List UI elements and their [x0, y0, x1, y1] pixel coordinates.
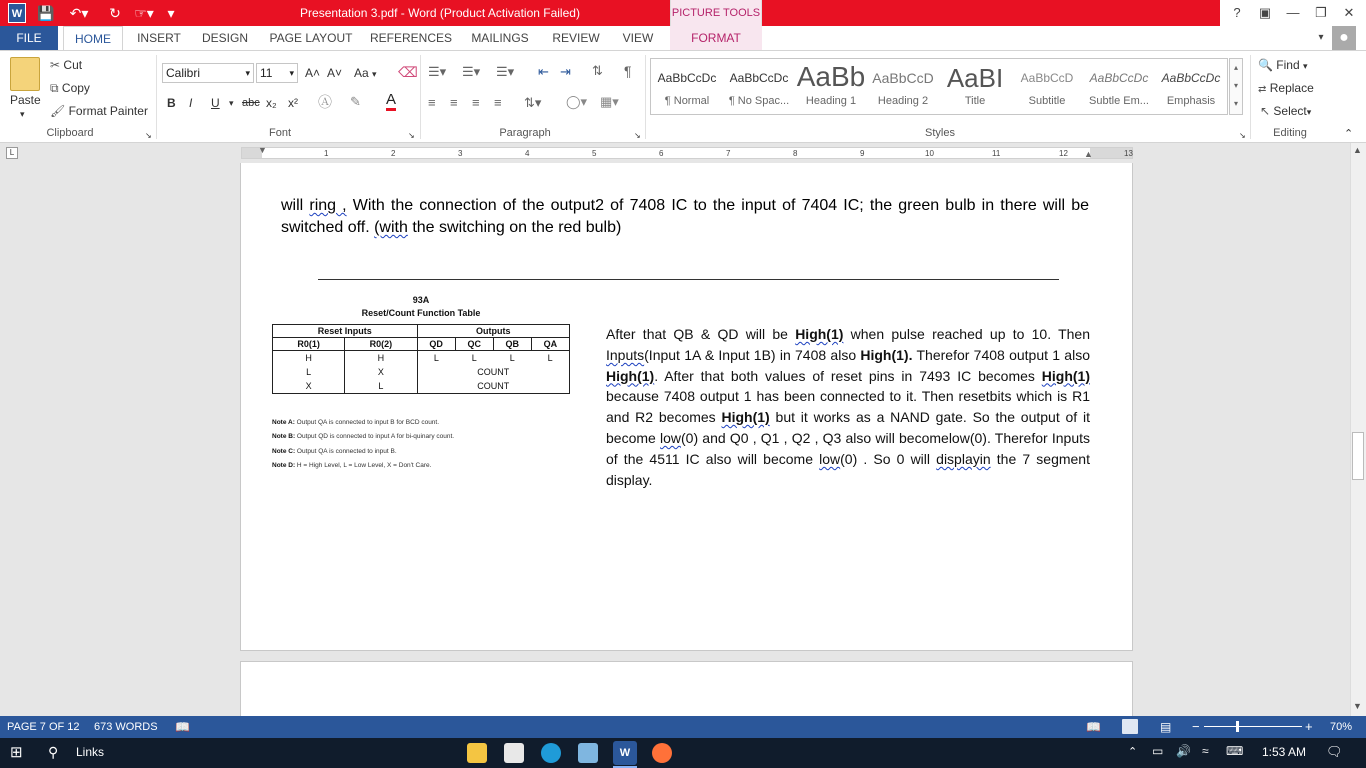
- grow-font-button[interactable]: A˄: [305, 66, 321, 80]
- format-painter-label: Format Painter: [68, 104, 148, 118]
- bullets-icon[interactable]: ☰▾: [428, 64, 447, 79]
- replace-icon: ⇄: [1258, 84, 1267, 95]
- col-header: QD: [417, 338, 455, 351]
- copy-button[interactable]: [50, 79, 90, 97]
- chevron-down-icon: ▾: [1306, 107, 1312, 117]
- table-cell: X: [273, 379, 345, 394]
- strikethrough-button[interactable]: abc: [242, 97, 260, 109]
- style-name: Title: [964, 95, 986, 107]
- zoom-level[interactable]: 70%: [1330, 721, 1353, 733]
- windows-start-icon[interactable]: ⊞: [10, 744, 23, 761]
- style-sample: AaBbCcDc: [1161, 71, 1221, 85]
- restore-button[interactable]: ❐: [1315, 5, 1327, 20]
- ribbon-home: [0, 50, 1366, 143]
- select-label: Select: [1273, 104, 1307, 118]
- line-spacing-icon[interactable]: ⇅▾: [524, 95, 542, 110]
- note-text: Output QA is connected to input B for BCD count.: [294, 419, 440, 426]
- underline-button[interactable]: U: [211, 96, 220, 110]
- text-run: After that QB & QD will be: [606, 326, 796, 342]
- style-name: Subtle Em...: [1089, 95, 1149, 107]
- taskbar-search-label[interactable]: Links: [76, 745, 105, 759]
- style-subtitle[interactable]: [1011, 59, 1083, 114]
- function-table: [272, 324, 570, 394]
- window-title: Presentation 3.pdf - Word (Product Activation Failed): [300, 6, 580, 20]
- cut-button[interactable]: [50, 56, 82, 74]
- notification-icon[interactable]: 🗨: [1326, 744, 1343, 759]
- superscript-button[interactable]: x²: [288, 96, 298, 110]
- text-effects-icon[interactable]: Ⓐ: [318, 94, 332, 110]
- table-cell: L: [531, 351, 569, 366]
- ruler-number: 8: [793, 149, 798, 158]
- spelling-error[interactable]: low: [660, 429, 682, 446]
- tab-references[interactable]: REFERENCES: [369, 31, 452, 45]
- table-note: [272, 448, 397, 455]
- note-key: Note D:: [272, 462, 296, 469]
- horizontal-ruler[interactable]: [241, 147, 1133, 159]
- style-name: Heading 2: [877, 95, 929, 107]
- header-reset-inputs: Reset Inputs: [273, 325, 418, 338]
- decrease-indent-icon[interactable]: ⇤: [538, 64, 549, 79]
- text-run: . After that both values of reset pins in 7493 IC becomes: [654, 367, 1042, 384]
- spelling-error[interactable]: High(1): [606, 367, 655, 384]
- tab-design[interactable]: DESIGN: [201, 31, 248, 45]
- font-launcher-icon[interactable]: ↘: [408, 131, 415, 140]
- paragraph-1[interactable]: [281, 195, 1089, 239]
- text-run: when pulse reached up to 10. Then: [843, 326, 1090, 342]
- word-logo-icon[interactable]: W: [8, 3, 26, 23]
- page-count[interactable]: PAGE 7 OF 12: [7, 721, 80, 733]
- help-button[interactable]: ?: [1233, 5, 1241, 20]
- note-key: Note B:: [272, 433, 296, 440]
- paste-icon[interactable]: [10, 57, 40, 91]
- col-header: QA: [531, 338, 569, 351]
- style-no-spacing[interactable]: [723, 59, 795, 114]
- style-name: Emphasis: [1166, 95, 1216, 107]
- chevron-down-icon: ▾: [1302, 61, 1308, 71]
- font-name-value: Calibri: [166, 66, 201, 80]
- tab-review[interactable]: REVIEW: [552, 31, 600, 45]
- ruler-number: 4: [525, 149, 530, 158]
- format-painter-button[interactable]: [50, 102, 148, 120]
- table-cell: H: [273, 351, 345, 366]
- spelling-error[interactable]: displayin: [936, 450, 991, 467]
- spelling-error[interactable]: High(1): [721, 409, 770, 426]
- tab-page-layout[interactable]: PAGE LAYOUT: [269, 31, 353, 45]
- document-page-next[interactable]: [240, 661, 1133, 716]
- col-header: QC: [455, 338, 493, 351]
- col-header: R0(2): [345, 338, 417, 351]
- clipboard-launcher-icon[interactable]: ↘: [145, 131, 152, 140]
- style-sample: AaBbCcDc: [729, 71, 789, 85]
- multilevel-list-icon[interactable]: ☰▾: [496, 64, 515, 79]
- binoculars-icon: 🔍: [1258, 58, 1273, 72]
- spelling-error[interactable]: ring ,: [309, 197, 347, 214]
- align-right-icon[interactable]: ≡: [472, 95, 480, 110]
- text-run: because 7408 output 1 has been connected to it. Then resetbits which is R1 and R2 becomes: [606, 388, 1090, 426]
- style-heading-1[interactable]: [795, 59, 867, 114]
- note-key: Note C:: [272, 448, 296, 455]
- bold-text: High(1).: [860, 346, 913, 363]
- table-cell: COUNT: [417, 365, 569, 379]
- style-name: ¶ No Spac...: [728, 95, 790, 107]
- cursor-icon: ↖: [1260, 104, 1271, 118]
- font-color-icon[interactable]: A: [386, 92, 396, 111]
- vertical-scrollbar[interactable]: [1350, 143, 1366, 716]
- indent-marker-icon[interactable]: ▼: [258, 145, 267, 155]
- spelling-error[interactable]: High(1): [1041, 367, 1090, 384]
- style-title[interactable]: [939, 59, 1011, 114]
- style-sample: AaBbCcD: [1020, 71, 1074, 85]
- table-cell: L: [455, 351, 493, 366]
- style-heading-2[interactable]: [867, 59, 939, 114]
- horizontal-rule: [318, 279, 1059, 280]
- firefox-icon[interactable]: [652, 743, 672, 763]
- scissors-icon: ✂: [50, 58, 61, 72]
- editing-group-label: Editing: [1273, 127, 1307, 139]
- collapse-ribbon-icon[interactable]: ⌃: [1344, 128, 1354, 140]
- table-cell: L: [417, 351, 455, 366]
- style-name: ¶ Normal: [664, 95, 710, 107]
- ruler-number: 12: [1059, 149, 1068, 158]
- change-case-label: Aa: [354, 66, 369, 80]
- separator: [645, 55, 646, 139]
- copy-label: Copy: [61, 81, 90, 95]
- find-button[interactable]: [1258, 56, 1308, 75]
- scroll-up-icon[interactable]: ▲: [1353, 145, 1362, 155]
- header-outputs: Outputs: [417, 325, 569, 338]
- ruler-number: 2: [391, 149, 396, 158]
- spelling-error[interactable]: High(1): [795, 326, 844, 342]
- battery-icon[interactable]: ▭: [1152, 744, 1164, 758]
- spelling-error[interactable]: Inputs: [606, 346, 645, 363]
- clear-formatting-icon[interactable]: ⌫: [398, 64, 418, 80]
- italic-button[interactable]: I: [189, 96, 193, 110]
- print-layout-icon[interactable]: [1122, 719, 1138, 734]
- notepad-icon[interactable]: [578, 743, 598, 763]
- font-name-box[interactable]: [162, 63, 254, 83]
- ruler-number: 13: [1124, 149, 1133, 158]
- style-name: Heading 1: [805, 95, 857, 107]
- col-header: QB: [493, 338, 531, 351]
- ruler-number: 7: [726, 149, 731, 158]
- show-hidden-icons[interactable]: ⌃: [1128, 746, 1138, 758]
- spelling-error[interactable]: (with: [374, 219, 408, 236]
- table-note: [272, 433, 454, 440]
- right-indent-marker-icon[interactable]: ▲: [1084, 149, 1093, 159]
- paragraph-group-label: Paragraph: [499, 127, 551, 139]
- paste-dropdown-icon[interactable]: ▾: [20, 109, 25, 119]
- underline-dropdown-icon[interactable]: ▾: [229, 98, 234, 108]
- user-avatar[interactable]: ●: [1332, 26, 1356, 50]
- text-run: will: [281, 197, 310, 214]
- table-title: Reset/Count Function Table: [361, 308, 481, 318]
- proofing-icon[interactable]: 📖: [175, 720, 190, 734]
- clipboard-group-label: Clipboard: [46, 127, 94, 139]
- ruler-number: 1: [324, 149, 329, 158]
- document-page[interactable]: [240, 163, 1133, 651]
- search-icon[interactable]: ⚲: [48, 744, 59, 760]
- note-text: Output QD is connected to input A for bi-quinary count.: [295, 433, 455, 440]
- scrollbar-thumb[interactable]: [1352, 432, 1364, 480]
- select-button[interactable]: [1260, 102, 1311, 121]
- note-key: Note A:: [272, 419, 295, 426]
- ruler-number: 9: [860, 149, 865, 158]
- text-run: (0) and Q0 , Q1 , Q2 , Q3 also will becomelow(0). Therefor Inputs of the 4511 IC also will become: [606, 429, 1090, 467]
- text-run: but it works as a NAND gate. So the output of it become: [606, 409, 1091, 446]
- text-run: the switching on the red bulb): [407, 219, 622, 236]
- status-bar: [0, 716, 1366, 738]
- table-cell: H: [345, 351, 417, 366]
- text-run: (0) . So 0 will: [840, 450, 937, 467]
- table-cell: X: [345, 365, 417, 379]
- chevron-down-icon: ▾: [372, 69, 377, 79]
- taskbar: [0, 738, 1366, 768]
- tab-file[interactable]: FILE: [0, 26, 58, 50]
- keyboard-icon[interactable]: ⌨: [1226, 744, 1244, 758]
- redo-icon[interactable]: ↻: [109, 5, 121, 21]
- paste-button[interactable]: Paste: [10, 93, 41, 107]
- shading-icon[interactable]: ◯▾: [566, 94, 588, 109]
- ruler-number: 3: [458, 149, 463, 158]
- function-table-image[interactable]: [271, 295, 571, 475]
- save-icon[interactable]: 💾: [37, 5, 55, 21]
- show-formatting-icon[interactable]: ¶: [624, 63, 632, 79]
- table-cell: COUNT: [417, 379, 569, 394]
- ribbon-collapse-icon[interactable]: ▾: [1318, 32, 1324, 43]
- zoom-slider-thumb[interactable]: [1236, 721, 1239, 732]
- borders-icon[interactable]: ▦▾: [600, 94, 619, 109]
- volume-icon[interactable]: 🔊: [1176, 744, 1191, 758]
- styles-gallery: [650, 58, 1228, 115]
- copy-icon: ⧉: [50, 81, 59, 95]
- cut-label: Cut: [63, 58, 83, 72]
- word-count[interactable]: 673 WORDS: [94, 721, 158, 733]
- style-sample: AaBbCcD: [872, 70, 934, 86]
- styles-group-label: Styles: [925, 127, 955, 139]
- read-mode-icon[interactable]: 📖: [1086, 720, 1101, 734]
- align-center-icon[interactable]: ≡: [450, 95, 458, 110]
- tab-format[interactable]: FORMAT: [670, 26, 762, 50]
- spelling-error[interactable]: low: [819, 450, 841, 467]
- note-text: H = High Level, L = Low Level, X = Don't Care.: [295, 462, 432, 469]
- table-note: [272, 462, 431, 469]
- highlight-color-icon[interactable]: ✎: [350, 94, 361, 109]
- text-run: With the connection of the output2 of 7408 IC to the input of 7404 IC; the green bulb in there will be switched off.: [281, 197, 1090, 236]
- table-note: [272, 419, 439, 426]
- ruler-number: 10: [925, 149, 934, 158]
- tab-view[interactable]: VIEW: [622, 31, 654, 45]
- ruler-number: 5: [592, 149, 597, 158]
- title-bar: [0, 0, 1366, 26]
- numbering-icon[interactable]: ☰▾: [462, 64, 481, 79]
- col-header: R0(1): [273, 338, 345, 351]
- zoom-slider[interactable]: [1204, 726, 1302, 727]
- table-title-code: 93A: [412, 295, 430, 305]
- zoom-out-icon[interactable]: −: [1192, 719, 1200, 734]
- brush-icon: 🖌: [50, 104, 66, 118]
- style-emphasis[interactable]: [1155, 59, 1227, 114]
- ruler-number: 6: [659, 149, 664, 158]
- increase-indent-icon[interactable]: ⇥: [560, 64, 571, 79]
- font-group-label: Font: [268, 127, 291, 139]
- edge-icon[interactable]: [541, 743, 561, 763]
- paragraph-launcher-icon[interactable]: ↘: [634, 131, 641, 140]
- sort-icon[interactable]: ⇅: [592, 63, 603, 78]
- chevron-down-icon: ▾: [289, 68, 294, 78]
- close-button[interactable]: ✕: [1343, 5, 1355, 20]
- align-left-icon[interactable]: ≡: [428, 95, 436, 110]
- chevron-down-icon: ▾: [245, 68, 250, 78]
- file-explorer-icon[interactable]: [467, 743, 487, 763]
- text-run: (Input 1A & Input 1B) in 7408 also: [644, 346, 861, 363]
- ruler-number: 11: [992, 149, 1001, 158]
- font-size-value: 11: [260, 66, 273, 80]
- find-label: Find: [1276, 58, 1300, 72]
- zoom-in-icon[interactable]: +: [1305, 719, 1313, 734]
- minimize-button[interactable]: —: [1286, 5, 1300, 20]
- style-normal[interactable]: [651, 59, 723, 114]
- tab-selector-icon[interactable]: L: [6, 147, 18, 159]
- font-size-box[interactable]: [256, 63, 298, 83]
- replace-label: Replace: [1269, 81, 1314, 95]
- change-case-button[interactable]: [354, 64, 377, 83]
- style-sample: AaBbCcDc: [1089, 71, 1149, 85]
- style-sample: AaBb: [796, 65, 866, 91]
- separator: [1250, 55, 1251, 139]
- scroll-down-icon[interactable]: ▼: [1353, 701, 1362, 711]
- subscript-button[interactable]: x₂: [266, 96, 277, 110]
- text-run: Therefor 7408 output 1 also: [912, 346, 1090, 363]
- tab-mailings[interactable]: MAILINGS: [471, 31, 529, 45]
- replace-button[interactable]: [1258, 79, 1314, 99]
- tab-insert[interactable]: INSERT: [137, 31, 181, 45]
- style-name: Subtitle: [1028, 95, 1066, 107]
- table-cell: L: [493, 351, 531, 366]
- store-icon[interactable]: [504, 743, 524, 763]
- shrink-font-button[interactable]: A˅: [327, 66, 343, 80]
- table-cell: L: [345, 379, 417, 394]
- customize-toolbar-icon[interactable]: ▾: [167, 5, 175, 21]
- table-cell: L: [273, 365, 345, 379]
- tab-home[interactable]: HOME: [63, 26, 123, 50]
- separator: [156, 55, 157, 139]
- document-area[interactable]: [0, 163, 1350, 716]
- note-text: Output QA is connected to input B.: [295, 448, 397, 455]
- wifi-icon[interactable]: ≈: [1202, 744, 1209, 758]
- paragraph-2[interactable]: [606, 324, 1090, 490]
- clock[interactable]: 1:53 AM: [1262, 745, 1307, 759]
- bold-button[interactable]: B: [167, 96, 176, 110]
- text-run: the 7 segment display.: [606, 450, 1090, 488]
- style-sample: AaBbCcDc: [657, 71, 717, 85]
- picture-tools-label: PICTURE TOOLS: [670, 0, 762, 26]
- styles-launcher-icon[interactable]: ↘: [1239, 131, 1246, 140]
- separator: [420, 55, 421, 139]
- ribbon-tabs: [0, 26, 1366, 50]
- ribbon-display-options-icon[interactable]: ▣: [1258, 5, 1272, 20]
- word-taskbar-icon[interactable]: W: [613, 741, 637, 765]
- undo-icon[interactable]: ↶▾: [69, 5, 89, 21]
- style-subtle-emphasis[interactable]: [1083, 59, 1155, 114]
- touch-mode-icon[interactable]: ☞▾: [134, 5, 154, 21]
- justify-icon[interactable]: ≡: [494, 95, 502, 110]
- style-sample: AaBI: [946, 65, 1004, 91]
- web-layout-icon[interactable]: ▤: [1160, 720, 1172, 734]
- styles-scroll[interactable]: ▴ ▾ ▾: [1229, 58, 1243, 115]
